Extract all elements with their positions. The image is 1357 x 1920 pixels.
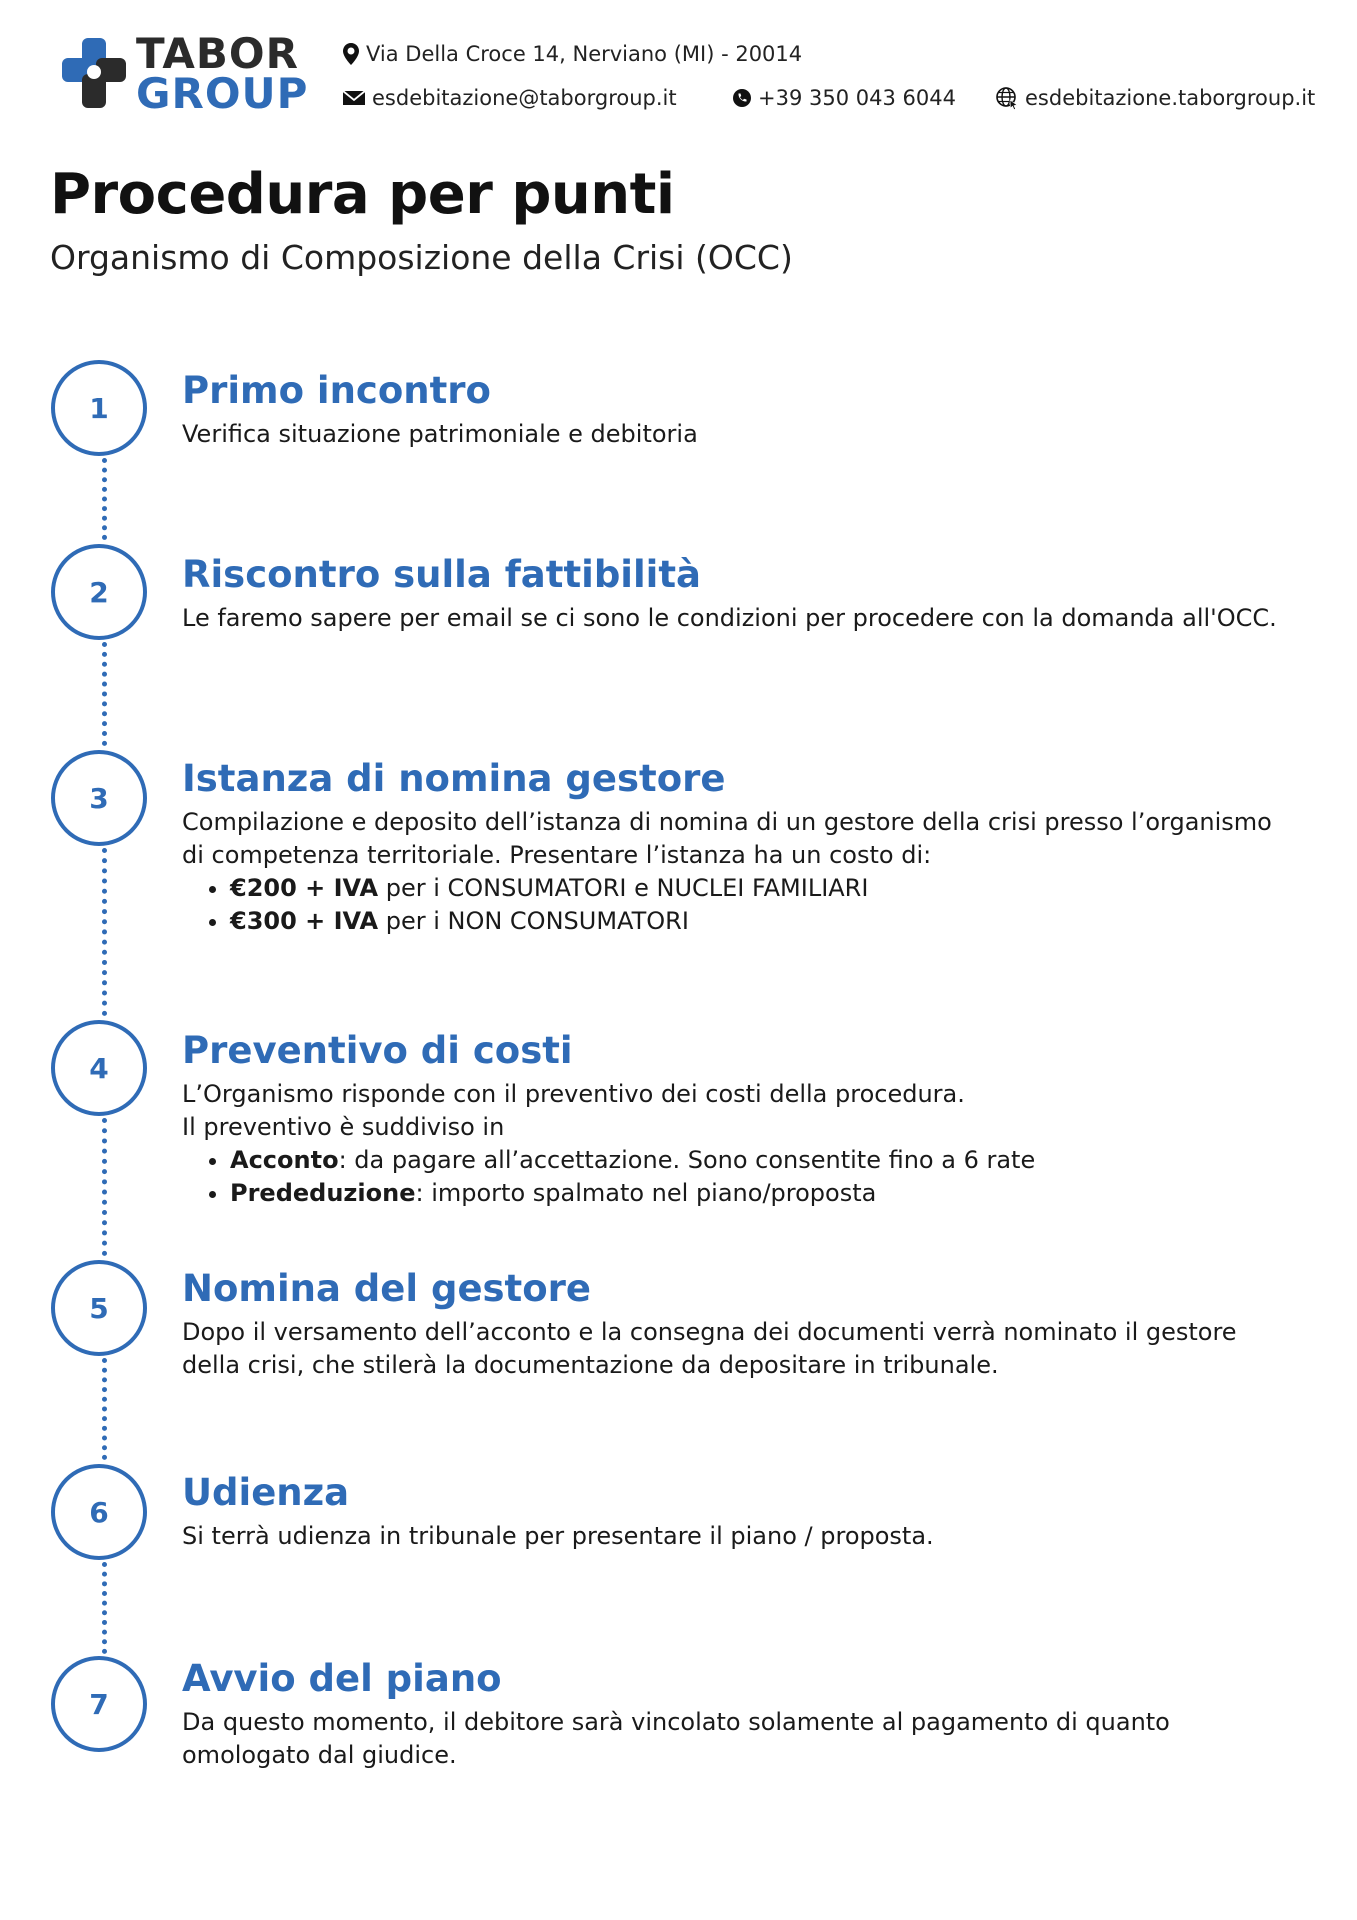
cost-amount: €200 + IVA: [230, 874, 379, 902]
step-title: Primo incontro: [182, 369, 491, 412]
puzzle-cross-icon: [58, 34, 130, 114]
timeline-connector: [102, 1118, 107, 1256]
timeline-connector: [102, 642, 107, 746]
address: [342, 42, 802, 66]
timeline-connector: [102, 1562, 107, 1654]
step-riscontro-fattibilita: [182, 554, 1292, 635]
payment-term: Prededuzione: [230, 1179, 416, 1207]
address-text: Via Della Croce 14, Nerviano (MI) - 20014: [366, 42, 803, 66]
list-item: [230, 1177, 1292, 1210]
map-pin-icon: [342, 42, 360, 66]
envelope-icon: [342, 89, 366, 107]
step-title: Nomina del gestore: [182, 1267, 592, 1310]
step-nomina-gestore: [182, 1268, 1292, 1382]
step-title: Riscontro sulla fattibilità: [182, 553, 702, 596]
phone-icon: [732, 88, 752, 108]
list-item: [230, 1144, 1292, 1177]
step-description: Dopo il versamento dell’acconto e la consegna dei documenti verrà nominato il gestore della crisi, che stilerà la documentazione da depositare in tribunale.: [182, 1318, 1237, 1379]
payment-detail: : da pagare all’accettazione. Sono consentite fino a 6 rate: [338, 1146, 1036, 1174]
email[interactable]: [342, 86, 677, 110]
step-title: Udienza: [182, 1471, 350, 1514]
list-item: [230, 872, 1292, 905]
timeline-connector: [102, 458, 107, 540]
step-avvio-piano: [182, 1658, 1292, 1772]
step-number-circle: 5: [51, 1260, 147, 1356]
phone-text[interactable]: +39 350 043 6044: [758, 86, 956, 110]
step-primo-incontro: [182, 370, 1292, 451]
payment-term: Acconto: [230, 1146, 339, 1174]
step-description: Si terrà udienza in tribunale per presentare il piano / proposta.: [182, 1522, 934, 1550]
timeline-connector: [102, 848, 107, 1016]
step-description: Compilazione e deposito dell’istanza di nomina di un gestore della crisi presso l’organismo di competenza territoriale. Presentare l’istanza ha un costo di:: [182, 808, 1272, 869]
step-number-circle: 2: [51, 544, 147, 640]
step-number-circle: 7: [51, 1656, 147, 1752]
cost-target: per i NON CONSUMATORI: [378, 907, 689, 935]
list-item: [230, 905, 1292, 938]
website-text[interactable]: esdebitazione.taborgroup.it: [1025, 86, 1316, 110]
cost-list: [182, 872, 1292, 938]
step-preventivo-costi: [182, 1030, 1292, 1210]
header: [0, 0, 1357, 140]
tabor-group-logo: [58, 29, 318, 118]
website[interactable]: [995, 86, 1315, 110]
step-description: L’Organismo risponde con il preventivo dei costi della procedura.: [182, 1080, 965, 1108]
logo-text-group: GROUP: [136, 69, 309, 118]
payment-list: [182, 1144, 1292, 1210]
step-number-circle: 6: [51, 1464, 147, 1560]
step-title: Avvio del piano: [182, 1657, 502, 1700]
timeline-connector: [102, 1358, 107, 1460]
step-title: Preventivo di costi: [182, 1029, 573, 1072]
cost-target: per i CONSUMATORI e NUCLEI FAMILIARI: [378, 874, 869, 902]
step-description: Le faremo sapere per email se ci sono le condizioni per procedere con la domanda all'OCC.: [182, 604, 1277, 632]
step-number-circle: 4: [51, 1020, 147, 1116]
step-udienza: [182, 1472, 1292, 1553]
phone[interactable]: [732, 86, 956, 110]
step-description: Il preventivo è suddiviso in: [182, 1113, 505, 1141]
page-title: Procedura per punti: [50, 162, 675, 227]
email-text[interactable]: esdebitazione@taborgroup.it: [372, 86, 677, 110]
step-description: Da questo momento, il debitore sarà vincolato solamente al pagamento di quanto omologato dal giudice.: [182, 1708, 1170, 1769]
payment-detail: : importo spalmato nel piano/proposta: [415, 1179, 877, 1207]
step-title: Istanza di nomina gestore: [182, 757, 726, 800]
step-number-circle: 3: [51, 750, 147, 846]
cost-amount: €300 + IVA: [230, 907, 379, 935]
logo-text-tabor: TABOR: [136, 29, 299, 78]
page-subtitle: Organismo di Composizione della Crisi (OCC): [50, 238, 793, 277]
step-istanza-nomina-gestore: [182, 758, 1292, 938]
step-number-circle: 1: [51, 360, 147, 456]
step-description: Verifica situazione patrimoniale e debitoria: [182, 420, 698, 448]
globe-icon: [995, 86, 1019, 110]
